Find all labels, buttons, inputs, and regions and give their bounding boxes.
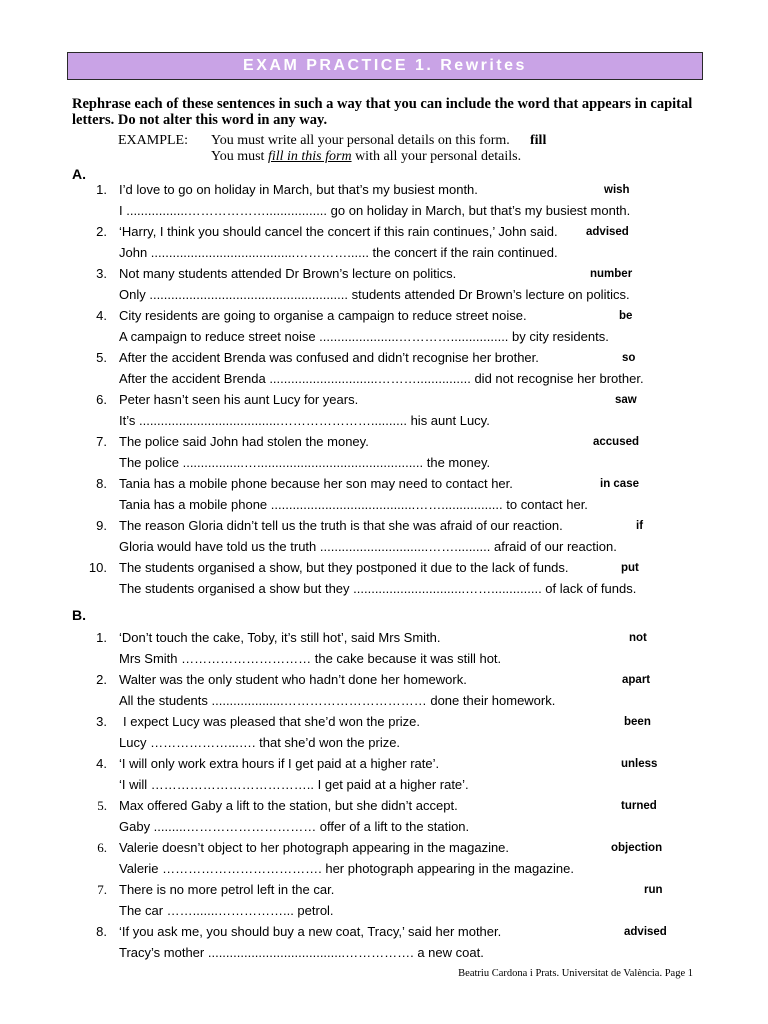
original-sentence: Not many students attended Dr Brown’s lecture on politics. bbox=[119, 266, 457, 281]
rewrite-prompt: All the students ....................…………………………… done their homework. bbox=[119, 693, 556, 708]
original-sentence: The reason Gloria didn’t tell us the truth is that she was afraid of our reaction. bbox=[119, 518, 563, 533]
exercise-a1 bbox=[0, 182, 768, 198]
example-label: EXAMPLE: bbox=[118, 133, 188, 148]
rewrite-prompt: Mrs Smith ………………………… the cake because it was still hot. bbox=[119, 651, 502, 666]
item-number: 6. bbox=[97, 840, 107, 855]
rewrite-prompt: Tania has a mobile phone ........................................……................. to contact her. bbox=[119, 497, 588, 512]
exercise-a2 bbox=[0, 224, 768, 240]
example-answer bbox=[211, 149, 521, 165]
rewrite-prompt: Only ....................................................... students attended Dr Brown’s lecture on politics. bbox=[119, 287, 630, 302]
original-sentence: The students organised a show, but they postponed it due to the lack of funds. bbox=[119, 560, 569, 575]
exercise-b6 bbox=[0, 840, 768, 856]
item-number: 5. bbox=[96, 350, 107, 365]
original-sentence: ‘Harry, I think you should cancel the concert if this rain continues,’ John said. bbox=[119, 224, 558, 239]
exercise-b2 bbox=[0, 672, 768, 688]
rewrite-prompt: John ........................................…………...... the concert if the rain continued. bbox=[119, 245, 558, 260]
item-number: 4. bbox=[96, 756, 107, 771]
title-banner bbox=[67, 52, 703, 80]
exercise-a4-rewrite bbox=[0, 329, 768, 345]
item-number: 9. bbox=[96, 518, 107, 533]
item-number: 2. bbox=[96, 672, 107, 687]
exercise-a2-rewrite bbox=[0, 245, 768, 261]
rewrite-prompt: ‘I will ……………………………….. I get paid at a higher rate’. bbox=[119, 777, 469, 792]
example-answer-highlight: fill in this form bbox=[267, 149, 352, 164]
capital-keyword: saw bbox=[615, 394, 637, 406]
exercise-b4 bbox=[0, 756, 768, 772]
exercise-a5 bbox=[0, 350, 768, 366]
rewrite-prompt: Valerie ………………………………. her photograph appearing in the magazine. bbox=[119, 861, 574, 876]
capital-keyword: in case bbox=[600, 478, 639, 490]
exercise-a1-rewrite bbox=[0, 203, 768, 219]
item-number: 5. bbox=[97, 798, 107, 813]
item-number: 8. bbox=[96, 476, 107, 491]
rewrite-prompt: Gloria would have told us the truth ..............................…….......... afraid of our reaction. bbox=[119, 539, 617, 554]
capital-keyword: so bbox=[622, 352, 636, 364]
exercise-b1-rewrite bbox=[0, 651, 768, 667]
exercise-a10-rewrite bbox=[0, 581, 768, 597]
capital-keyword: been bbox=[624, 716, 651, 728]
original-sentence: Peter hasn’t seen his aunt Lucy for years. bbox=[119, 392, 359, 407]
item-number: 1. bbox=[96, 182, 107, 197]
item-number: 3. bbox=[96, 266, 107, 281]
capital-keyword: turned bbox=[621, 800, 657, 812]
original-sentence: ‘If you ask me, you should buy a new coat, Tracy,’ said her mother. bbox=[119, 924, 502, 939]
exercise-b1 bbox=[0, 630, 768, 646]
capital-keyword: run bbox=[644, 884, 663, 896]
item-number: 7. bbox=[96, 434, 107, 449]
capital-keyword: wish bbox=[604, 184, 630, 196]
exercise-b3 bbox=[0, 714, 768, 730]
item-number: 7. bbox=[97, 882, 107, 897]
exercise-b8 bbox=[0, 924, 768, 940]
capital-keyword: be bbox=[619, 310, 633, 322]
exercise-b5-rewrite bbox=[0, 819, 768, 835]
capital-keyword: advised bbox=[624, 926, 667, 938]
item-number: 3. bbox=[96, 714, 107, 729]
original-sentence: ‘I will only work extra hours if I get paid at a higher rate’. bbox=[119, 756, 440, 771]
exercise-a10 bbox=[0, 560, 768, 576]
item-number: 8. bbox=[96, 924, 107, 939]
exercise-b7 bbox=[0, 882, 768, 898]
original-sentence: I’d love to go on holiday in March, but that’s my busiest month. bbox=[119, 182, 478, 197]
exercise-a3-rewrite bbox=[0, 287, 768, 303]
original-sentence: City residents are going to organise a campaign to reduce street noise. bbox=[119, 308, 527, 323]
example-sentence: You must write all your personal details on this form. bbox=[211, 133, 510, 148]
item-number: 4. bbox=[96, 308, 107, 323]
original-sentence: Walter was the only student who hadn’t done her homework. bbox=[119, 672, 467, 687]
example-answer-start: You must bbox=[211, 149, 265, 164]
exercise-b8-rewrite bbox=[0, 945, 768, 961]
item-number: 1. bbox=[96, 630, 107, 645]
capital-keyword: advised bbox=[586, 226, 629, 238]
item-number: 6. bbox=[96, 392, 107, 407]
exercise-b7-rewrite bbox=[0, 903, 768, 919]
rewrite-prompt: The car …….......……………... petrol. bbox=[119, 903, 334, 918]
exercise-b4-rewrite bbox=[0, 777, 768, 793]
original-sentence: Max offered Gaby a lift to the station, but she didn’t accept. bbox=[119, 798, 458, 813]
exercise-b2-rewrite bbox=[0, 693, 768, 709]
exercise-a6 bbox=[0, 392, 768, 408]
rewrite-prompt: A campaign to reduce street noise ......................…………................ by city residents. bbox=[119, 329, 609, 344]
original-sentence: There is no more petrol left in the car. bbox=[119, 882, 335, 897]
capital-keyword: apart bbox=[622, 674, 651, 686]
capital-keyword: accused bbox=[593, 436, 640, 448]
rewrite-prompt: It’s .......................................………………….......... his aunt Lucy. bbox=[119, 413, 490, 428]
exercise-b6-rewrite bbox=[0, 861, 768, 877]
exercise-a9 bbox=[0, 518, 768, 534]
item-number: 10. bbox=[88, 560, 107, 575]
rewrite-prompt: I .................………………................. go on holiday in March, but that’s my busiest month. bbox=[119, 203, 631, 218]
rewrite-prompt: The police .................….............................................. the money. bbox=[119, 455, 491, 470]
capital-keyword: unless bbox=[621, 758, 658, 770]
capital-keyword: if bbox=[636, 520, 644, 532]
instructions: Rephrase each of these sentences in such a way that you can include the word that appears in capital letters. Do not alter this word in any way. bbox=[72, 96, 693, 128]
item-number: 2. bbox=[96, 224, 107, 239]
rewrite-prompt: The students organised a show but they ...............................…….............. of lack of funds. bbox=[119, 581, 637, 596]
original-sentence: The police said John had stolen the money. bbox=[119, 434, 369, 449]
capital-keyword: not bbox=[629, 632, 647, 644]
capital-keyword: objection bbox=[611, 842, 663, 854]
exercise-a6-rewrite bbox=[0, 413, 768, 429]
rewrite-prompt: After the accident Brenda ..............................………............... did not recognise her brother. bbox=[119, 371, 644, 386]
exercise-b3-rewrite bbox=[0, 735, 768, 751]
exercise-a5-rewrite bbox=[0, 371, 768, 387]
capital-keyword: put bbox=[621, 562, 639, 574]
exercise-a4 bbox=[0, 308, 768, 324]
page-title: EXAM PRACTICE 1. Rewrites bbox=[243, 57, 527, 74]
exercise-a8-rewrite bbox=[0, 497, 768, 513]
rewrite-prompt: Tracy’s mother ......................................……………. a new coat. bbox=[119, 945, 484, 960]
exercise-a8 bbox=[0, 476, 768, 492]
original-sentence: Tania has a mobile phone because her son may need to contact her. bbox=[119, 476, 513, 491]
rewrite-prompt: Lucy ………………...…. that she’d won the prize. bbox=[119, 735, 401, 750]
section-a-heading: A. bbox=[72, 166, 86, 182]
original-sentence: Valerie doesn’t object to her photograph appearing in the magazine. bbox=[119, 840, 510, 855]
example-keyword: fill bbox=[530, 133, 547, 148]
section-b-heading: B. bbox=[72, 607, 86, 623]
page-footer: Beatriu Cardona i Prats. Universitat de València. Page 1 bbox=[458, 968, 693, 979]
original-sentence: After the accident Brenda was confused and didn’t recognise her brother. bbox=[119, 350, 539, 365]
example-answer-end: with all your personal details. bbox=[355, 149, 522, 164]
exercise-a3 bbox=[0, 266, 768, 282]
exercise-a7 bbox=[0, 434, 768, 450]
exercise-a9-rewrite bbox=[0, 539, 768, 555]
capital-keyword: number bbox=[590, 268, 633, 280]
exercise-a7-rewrite bbox=[0, 455, 768, 471]
original-sentence: ‘Don’t touch the cake, Toby, it’s still hot’, said Mrs Smith. bbox=[119, 630, 441, 645]
exercise-b5 bbox=[0, 798, 768, 814]
rewrite-prompt: Gaby .........………………………… offer of a lift to the station. bbox=[119, 819, 470, 834]
original-sentence: I expect Lucy was pleased that she’d won the prize. bbox=[123, 714, 421, 729]
